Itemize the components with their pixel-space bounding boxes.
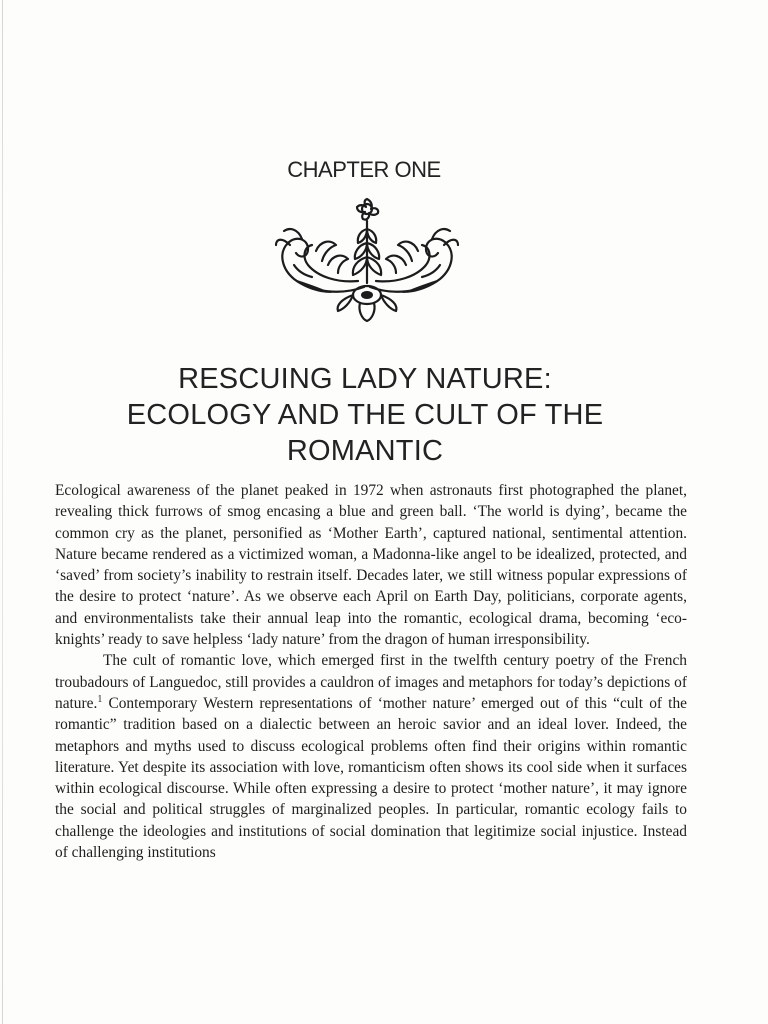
chapter-title-line-3: ROMANTIC (286, 435, 444, 467)
scan-edge (2, 0, 3, 1024)
paragraph (55, 650, 687, 863)
footnote-marker[interactable]: 1 (97, 693, 103, 705)
chapter-label: CHAPTER ONE (287, 157, 441, 182)
chapter-title (60, 361, 670, 469)
paragraph: Ecological awareness of the planet peaked in 1972 when astronauts first photographed the planet, revealing thick furrows of smog encasing a blue and green ball. ‘The world is dying’, became the common cry as the planet, personified as ‘Mother Earth’, captured national, sentimental attention. Nature became rendered as a victimized woman, a Madonna-like angel to be idealized, protected, and ‘saved’ from society’s inability to restrain itself. Decades later, we still witness popular expressions of the desire to protect ‘nature’. As we observe each April on Earth Day, politicians, corporate agents, and environmentalists take their annual leap into the romantic, ecological drama, becoming ‘eco-knights’ ready to save helpless ‘lady nature’ from the dragon of human irresponsibility. (55, 482, 687, 649)
floral-fleuron-icon (272, 195, 462, 325)
chapter-title-line-1: RESCUING LADY NATURE: (178, 363, 552, 395)
paragraph-text: The cult of romantic love, which emerged first in the twelfth century poetry of the French troubadours of Languedoc, still provides a cauldron of images and metaphors for today’s depictions of nature. (55, 652, 687, 712)
paragraph-text: Contemporary Western representations of ‘mother nature’ emerged out of this “cult of the romantic” tradition based on a dialectic between an heroic savior and an ideal lover. Indeed, the metaphors and myths used to discuss ecological problems often find their origins within romantic literature. Yet despite its association with love, romanticism often shows its cool side when it surfaces within ecological discourse. While often expressing a desire to protect ‘mother nature’, it may ignore the social and political struggles of marginalized peoples. In particular, romantic ecology fails to challenge the ideologies and institutions of social domination that legitimize social injustice. Instead of challenging institutions (55, 694, 687, 862)
body-text (55, 480, 687, 863)
chapter-title-line-2: ECOLOGY AND THE CULT OF THE (126, 399, 604, 431)
